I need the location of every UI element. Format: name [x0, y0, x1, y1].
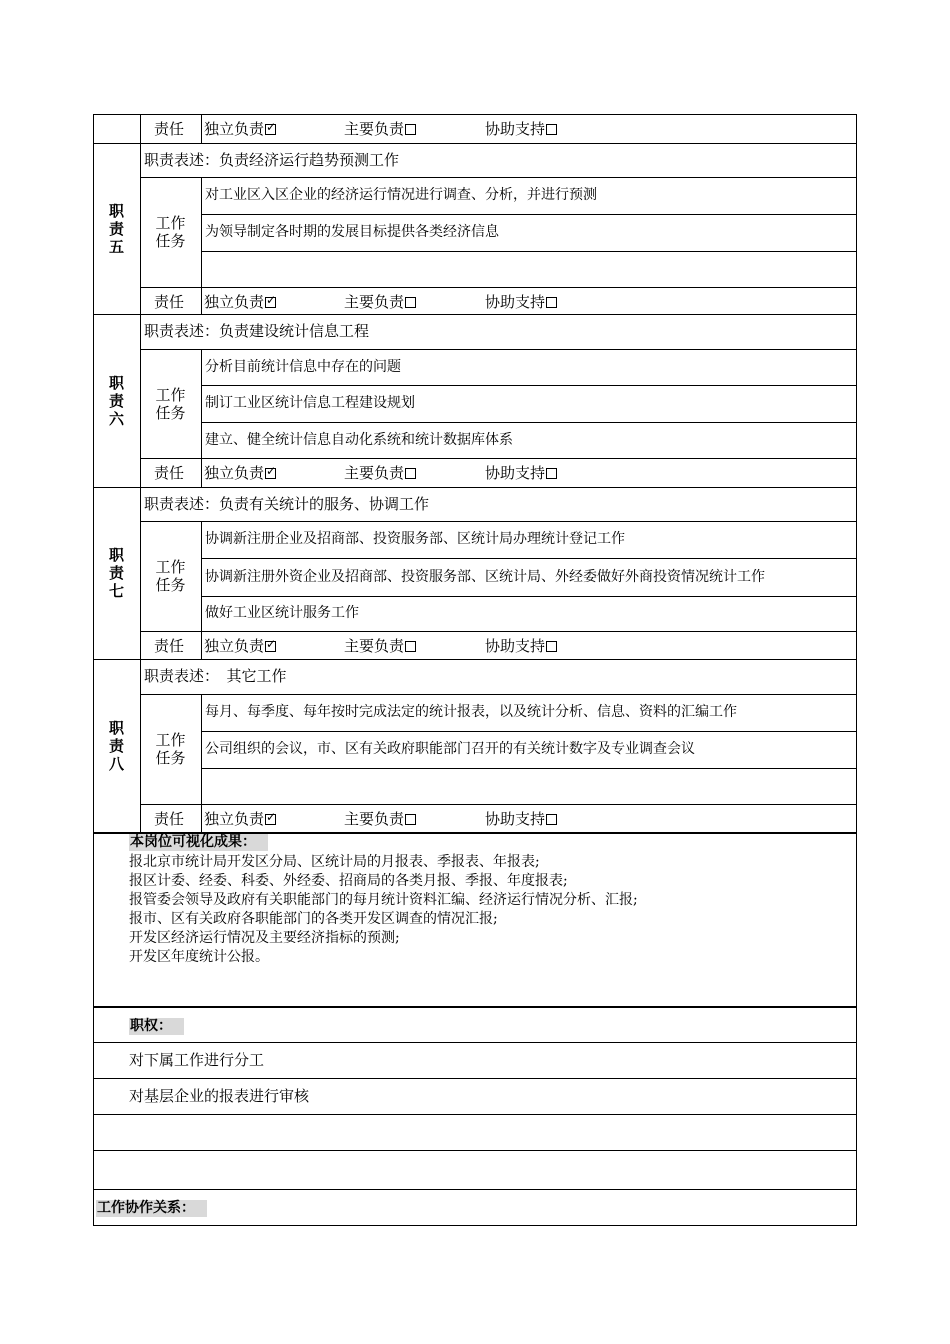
- row-rule: [140, 287, 857, 288]
- checkbox-empty-icon[interactable]: [405, 814, 416, 825]
- duty-block-border: [93, 314, 857, 315]
- task-item: 分析目前统计信息中存在的问题: [205, 358, 401, 375]
- visual-result-item: 报区计委、经委、科委、外经委、招商局的各类月报、季报、年度报表;: [129, 873, 568, 889]
- independent-option[interactable]: [204, 811, 276, 828]
- main-option[interactable]: [344, 294, 416, 311]
- visual-result-item: 报北京市统计局开发区分局、区统计局的月报表、季报表、年报表;: [129, 854, 540, 870]
- task-item: 公司组织的会议，市、区有关政府职能部门召开的有关统计数字及专业调查会议: [205, 741, 695, 757]
- visual-result-item: 报市、区有关政府各职能部门的各类开发区调查的情况汇报;: [129, 911, 498, 927]
- duty-block-border: [93, 143, 857, 144]
- work-task-label: 工作任务: [155, 558, 186, 594]
- row-rule: [201, 768, 857, 769]
- row-rule: [93, 1078, 857, 1079]
- row-rule: [93, 1042, 857, 1043]
- column-divider: [201, 177, 202, 314]
- table-top-border: [93, 114, 857, 115]
- checkbox-empty-icon[interactable]: [405, 124, 416, 135]
- responsibility-label: 责任: [154, 810, 185, 828]
- duty-label: 职责六: [108, 373, 124, 428]
- assist-option[interactable]: [485, 121, 557, 138]
- duty-description: 职责表述：负责经济运行趋势预测工作: [144, 151, 400, 169]
- checkbox-checked-icon[interactable]: [265, 814, 276, 825]
- row-rule: [201, 251, 857, 252]
- task-item: 为领导制定各时期的发展目标提供各类经济信息: [205, 224, 499, 240]
- work-task-label: 工作任务: [155, 731, 186, 767]
- authority-item: 对基层企业的报表进行审核: [129, 1087, 310, 1105]
- assist-option-label: 协助支持: [485, 464, 546, 482]
- checkbox-empty-icon[interactable]: [546, 468, 557, 479]
- main-option[interactable]: [344, 121, 416, 138]
- independent-option[interactable]: [204, 638, 276, 655]
- row-rule: [140, 349, 857, 350]
- checkbox-empty-icon[interactable]: [546, 297, 557, 308]
- checkbox-checked-icon[interactable]: [265, 297, 276, 308]
- main-option-label: 主要负责: [344, 120, 405, 138]
- column-divider: [201, 349, 202, 487]
- responsibility-label: 责任: [154, 464, 185, 482]
- assist-option[interactable]: [485, 638, 557, 655]
- duty-label: 职责七: [108, 546, 124, 600]
- main-option-label: 主要负责: [344, 464, 405, 482]
- independent-option-label: 独立负责: [204, 810, 265, 828]
- row-rule: [201, 422, 857, 423]
- authority-title: 职权：: [129, 1018, 184, 1035]
- independent-option[interactable]: [204, 121, 276, 138]
- task-item: 建立、健全统计信息自动化系统和统计数据库体系: [205, 431, 513, 448]
- independent-option[interactable]: [204, 465, 276, 482]
- duty-block-border: [93, 659, 857, 660]
- row-rule: [140, 631, 857, 632]
- assist-option-label: 协助支持: [485, 637, 546, 655]
- visual-result-item: 开发区经济运行情况及主要经济指标的预测;: [129, 930, 400, 946]
- responsibility-label: 责任: [154, 293, 185, 311]
- checkbox-checked-icon[interactable]: [265, 468, 276, 479]
- section-border: [93, 1006, 857, 1008]
- table-left-border: [93, 114, 94, 1226]
- row-rule: [201, 385, 857, 386]
- responsibility-label: 责任: [154, 120, 185, 138]
- responsibility-label: 责任: [154, 637, 185, 655]
- task-item: 制订工业区统计信息工程建设规划: [205, 395, 415, 411]
- row-rule: [140, 458, 857, 459]
- row-rule: [201, 731, 857, 732]
- column-divider: [140, 114, 141, 143]
- row-rule: [201, 558, 857, 559]
- checkbox-checked-icon[interactable]: [265, 124, 276, 135]
- checkbox-empty-icon[interactable]: [546, 124, 557, 135]
- visual-result-item: 报管委会领导及政府有关职能部门的每月统计资料汇编、经济运行情况分析、汇报;: [129, 892, 638, 908]
- visual-results-title: 本岗位可视化成果：: [129, 834, 268, 851]
- main-option-label: 主要负责: [344, 293, 405, 311]
- checkbox-empty-icon[interactable]: [546, 814, 557, 825]
- main-option-label: 主要负责: [344, 637, 405, 655]
- table-right-border: [856, 114, 857, 1226]
- independent-option[interactable]: [204, 294, 276, 311]
- column-divider: [201, 521, 202, 659]
- visual-result-item: 开发区年度统计公报。: [129, 949, 269, 965]
- duty-description: 职责表述：负责建设统计信息工程: [144, 322, 370, 340]
- authority-item: 对下属工作进行分工: [129, 1051, 265, 1069]
- row-rule: [140, 804, 857, 805]
- main-option[interactable]: [344, 811, 416, 828]
- main-option[interactable]: [344, 638, 416, 655]
- checkbox-empty-icon[interactable]: [405, 641, 416, 652]
- checkbox-empty-icon[interactable]: [546, 641, 557, 652]
- duty-label: 职责八: [108, 718, 124, 773]
- row-rule: [140, 521, 857, 522]
- row-rule: [140, 694, 857, 695]
- duty-label: 职责五: [108, 201, 124, 256]
- main-option-label: 主要负责: [344, 810, 405, 828]
- duty-block-border: [93, 487, 857, 488]
- task-item: 做好工业区统计服务工作: [205, 605, 359, 621]
- assist-option[interactable]: [485, 465, 557, 482]
- duty-description: 职责表述： 其它工作: [144, 667, 287, 685]
- independent-option-label: 独立负责: [204, 120, 265, 138]
- checkbox-empty-icon[interactable]: [405, 468, 416, 479]
- row-rule: [93, 1150, 857, 1151]
- assist-option[interactable]: [485, 294, 557, 311]
- work-task-label: 工作任务: [155, 214, 186, 250]
- row-rule: [93, 1189, 857, 1190]
- row-rule: [93, 1114, 857, 1115]
- cooperation-title: 工作协作关系：: [96, 1200, 207, 1217]
- checkbox-empty-icon[interactable]: [405, 297, 416, 308]
- row-rule: [201, 596, 857, 597]
- task-item: 每月、每季度、每年按时完成法定的统计报表，以及统计分析、信息、资料的汇编工作: [205, 704, 737, 720]
- column-divider: [201, 694, 202, 832]
- task-item: 协调新注册外资企业及招商部、投资服务部、区统计局、外经委做好外商投资情况统计工作: [205, 568, 765, 585]
- independent-option-label: 独立负责: [204, 464, 265, 482]
- independent-option-label: 独立负责: [204, 637, 265, 655]
- assist-option-label: 协助支持: [485, 293, 546, 311]
- work-task-label: 工作任务: [155, 385, 186, 422]
- independent-option-label: 独立负责: [204, 293, 265, 311]
- row-rule: [201, 214, 857, 215]
- duty-form-table: [93, 114, 857, 1226]
- checkbox-checked-icon[interactable]: [265, 641, 276, 652]
- main-option[interactable]: [344, 465, 416, 482]
- duty-description: 职责表述：负责有关统计的服务、协调工作: [144, 495, 430, 513]
- assist-option[interactable]: [485, 811, 557, 828]
- row-rule: [140, 177, 857, 178]
- task-item: 协调新注册企业及招商部、投资服务部、区统计局办理统计登记工作: [205, 531, 625, 547]
- assist-option-label: 协助支持: [485, 120, 546, 138]
- table-bottom-border: [93, 1225, 857, 1226]
- assist-option-label: 协助支持: [485, 810, 546, 828]
- task-item: 对工业区入区企业的经济运行情况进行调查、分析，并进行预测: [205, 187, 597, 203]
- column-divider: [201, 114, 202, 143]
